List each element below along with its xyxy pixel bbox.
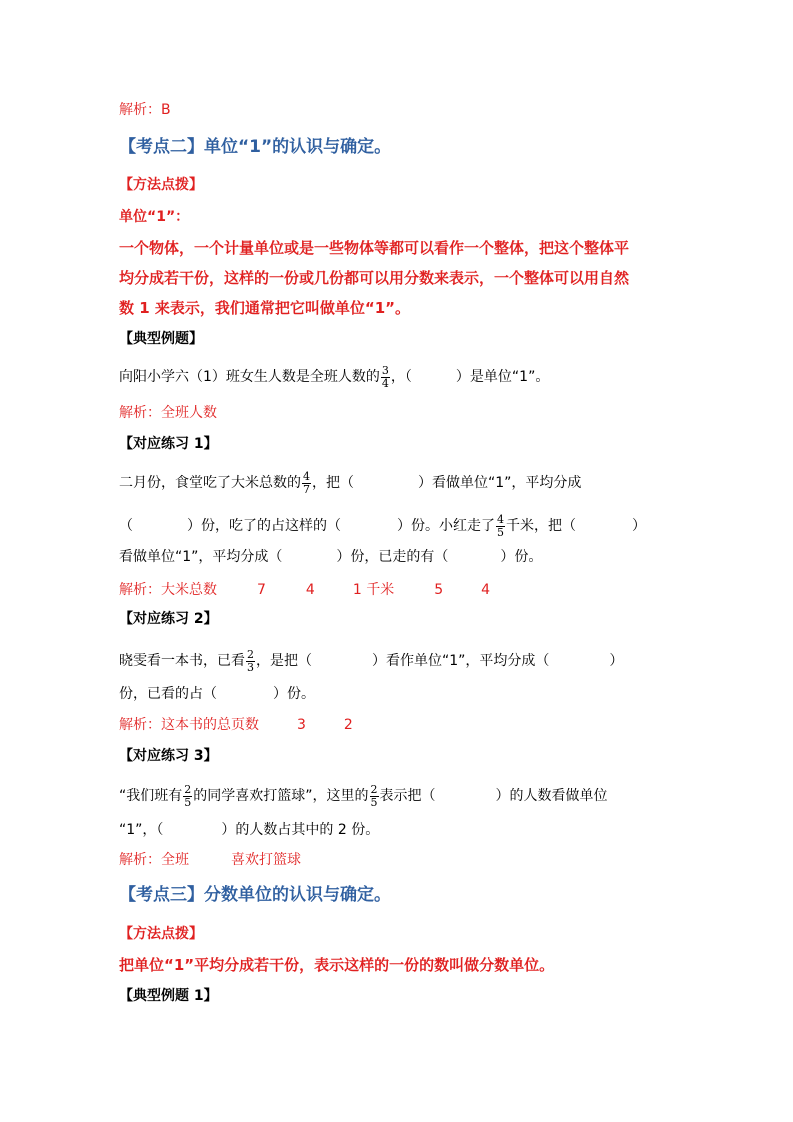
question-text: ）份。 <box>273 686 315 702</box>
method-label-text: 【方法点拨】 <box>119 926 203 942</box>
practice-1-line-3 <box>119 550 542 564</box>
example-title <box>119 332 203 346</box>
question-text: 晓雯看一本书，已看 <box>119 653 245 670</box>
definition-text: 把单位“1”平均分成若干份，表示这样的一份的数叫做分数单位。 <box>119 956 555 974</box>
answer-item: 5 <box>434 582 444 598</box>
method-label <box>119 927 203 941</box>
fraction-numerator: 2 <box>247 648 254 661</box>
question-text: 看做单位“1”，平均分成（ <box>119 549 283 565</box>
question-text: ）看作单位“1”，平均分成（ <box>372 653 550 670</box>
section-heading-text: 【考点三】分数单位的认识与确定。 <box>119 885 391 905</box>
question-text: “我们班有 <box>119 788 183 805</box>
definition-text: 一个物体，一个计量单位或是一些物体等都可以看作一个整体，把这个整体平 <box>119 239 630 257</box>
answer-item: 2 <box>343 717 353 733</box>
fraction-numerator: 4 <box>303 470 310 483</box>
fraction <box>381 365 390 389</box>
answer-item: 7 <box>257 582 266 598</box>
answer-item: 3 <box>297 717 306 733</box>
practice-2-answer <box>119 718 353 732</box>
example-title-text: 【典型例题】 <box>119 331 203 347</box>
fraction-numerator: 2 <box>370 783 378 796</box>
section-heading <box>119 139 391 156</box>
answer-text: 解析：B <box>119 102 171 118</box>
question-text: 千米，把（ <box>506 518 576 535</box>
question-text: “1”，（ <box>119 822 164 838</box>
fraction <box>370 784 379 808</box>
answer-label: 解析： <box>119 852 161 868</box>
method-label <box>119 178 203 192</box>
question-text: ，（ <box>390 369 412 386</box>
answer-label: 解析： <box>119 582 161 598</box>
fraction-denominator: 3 <box>247 660 254 674</box>
fraction-numerator: 4 <box>497 513 504 526</box>
unit-title <box>119 210 189 224</box>
answer-line <box>119 103 171 117</box>
definition-text: 均分成若干份，这样的一份或几份都可以用分数来表示，一个整体可以用自然 <box>119 269 630 287</box>
question-text: ，把（ <box>312 475 354 492</box>
question-text: ） <box>632 518 646 535</box>
answer-item: 全班 <box>161 852 189 868</box>
question-text: 份，已看的占（ <box>119 686 217 702</box>
answer-item: 这本书的总页数 <box>161 717 259 733</box>
question-text: ）的人数占其中的 2 份。 <box>221 822 380 838</box>
question-text: ）份，已走的有（ <box>336 549 449 565</box>
question-text: 表示把（ <box>379 788 436 805</box>
practice-2-line-1 <box>119 649 623 673</box>
fraction-denominator: 5 <box>497 525 504 539</box>
question-text: （ <box>119 518 133 535</box>
example-1-title <box>119 989 218 1003</box>
fraction-denominator: 4 <box>381 376 389 390</box>
question-text: ）是单位“1”。 <box>455 369 550 386</box>
definition-line <box>119 958 554 973</box>
fraction-numerator: 3 <box>381 364 389 377</box>
question-text: 的同学喜欢打篮球”，这里的 <box>193 788 369 805</box>
question-text: ）看做单位“1”，平均分成 <box>418 475 582 492</box>
fraction-denominator: 5 <box>370 795 378 809</box>
answer-item: 4 <box>481 582 491 598</box>
question-text: ）的人数看做单位 <box>495 788 608 805</box>
question-text: ）份。小红走了 <box>397 518 495 535</box>
answer-item: 喜欢打篮球 <box>231 852 301 868</box>
question-text: ）份。 <box>500 549 543 565</box>
fraction <box>302 471 311 495</box>
practice-title-text: 【对应练习 3】 <box>119 748 218 764</box>
definition-line-2 <box>119 271 629 286</box>
example-question <box>119 365 549 389</box>
section-heading <box>119 887 391 904</box>
example-answer <box>119 406 217 420</box>
fraction-denominator: 5 <box>184 795 192 809</box>
fraction <box>246 649 255 673</box>
question-text: ） <box>609 653 624 670</box>
unit-title-text: 单位“1”： <box>119 209 190 225</box>
section-heading-text: 【考点二】单位“1”的认识与确定。 <box>119 137 392 157</box>
definition-line-1 <box>119 241 629 256</box>
question-text: 二月份，食堂吃了大米总数的 <box>119 475 301 492</box>
practice-1-line-2 <box>119 514 646 538</box>
example-title-text: 【典型例题 1】 <box>119 988 218 1004</box>
definition-line-3 <box>119 301 410 316</box>
fraction <box>496 514 505 538</box>
answer-text: 解析：全班人数 <box>119 405 217 421</box>
fraction <box>183 784 192 808</box>
practice-title-text: 【对应练习 1】 <box>119 436 218 452</box>
question-text: 向阳小学六（1）班女生人数是全班人数的 <box>119 369 380 386</box>
question-text: ，是把（ <box>256 653 312 670</box>
practice-2-title <box>119 612 218 626</box>
answer-label: 解析： <box>119 717 161 733</box>
fraction-numerator: 2 <box>184 783 192 796</box>
definition-text: 数 1 来表示，我们通常把它叫做单位“1”。 <box>119 299 411 317</box>
fraction-denominator: 7 <box>303 482 310 496</box>
practice-3-line-1 <box>119 784 608 808</box>
question-text: ）份，吃了的占这样的（ <box>187 518 341 535</box>
method-label-text: 【方法点拨】 <box>119 177 203 193</box>
practice-title-text: 【对应练习 2】 <box>119 611 218 627</box>
practice-1-line-1 <box>119 471 581 495</box>
practice-3-title <box>119 749 218 763</box>
practice-3-answer <box>119 853 301 867</box>
answer-item: 1 千米 <box>352 582 395 598</box>
practice-1-title <box>119 437 218 451</box>
answer-item: 大米总数 <box>161 582 217 598</box>
practice-1-answer <box>119 583 490 597</box>
practice-2-line-2 <box>119 687 315 701</box>
answer-item: 4 <box>305 582 315 598</box>
practice-3-line-2 <box>119 823 379 837</box>
